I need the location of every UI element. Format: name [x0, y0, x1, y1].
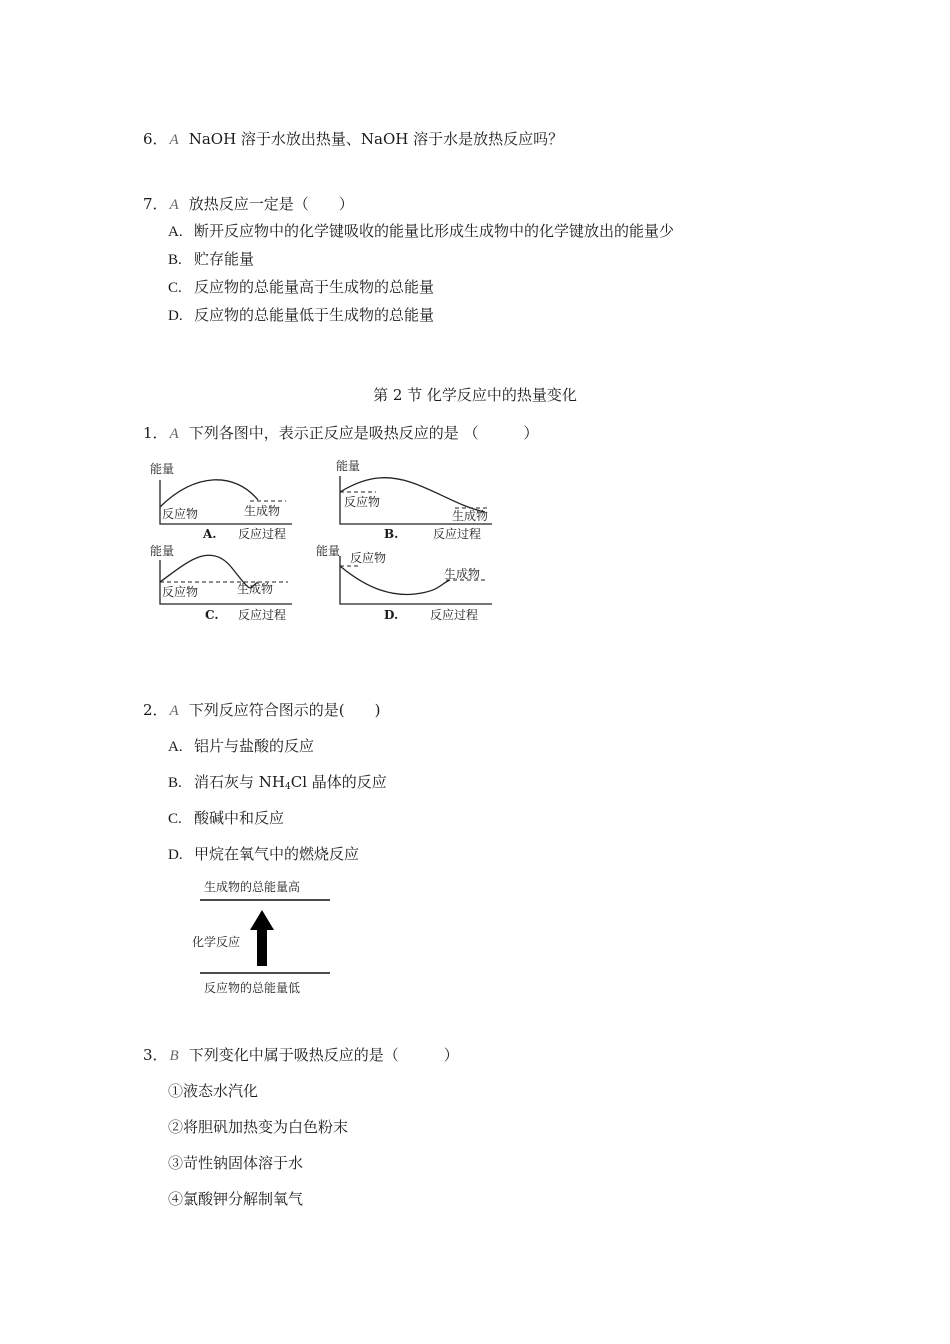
x-axis-label: 反应过程: [430, 608, 479, 622]
panel-label: C.: [205, 608, 219, 622]
option-b: [168, 771, 387, 792]
option-b: [168, 248, 254, 269]
option-key: D.: [168, 847, 183, 863]
x-axis-label: 反应过程: [433, 527, 482, 541]
option-c: [168, 807, 284, 828]
option-a: [168, 735, 314, 756]
difficulty-level: A: [169, 426, 179, 442]
energy-curve: [340, 566, 450, 595]
option-key: A.: [168, 224, 183, 240]
reactant-label: 反应物: [162, 585, 199, 599]
difficulty-level: A: [169, 703, 179, 719]
y-axis-label: 能量: [150, 544, 175, 558]
question-text: NaOH 溶于水放出热量、NaOH 溶于水是放热反应吗？: [188, 130, 564, 148]
product-label: 生成物: [452, 509, 489, 523]
x-axis-label: 反应过程: [238, 608, 287, 622]
energy-diagram-a: [150, 461, 292, 541]
product-label: 生成物: [244, 504, 281, 518]
option-text: 反应物的总能量低于生成物的总能量: [194, 306, 435, 324]
y-axis-label: 能量: [336, 459, 361, 473]
option-d: [168, 304, 434, 325]
question-number: 3．: [143, 1046, 168, 1064]
panel-label: D.: [384, 608, 399, 622]
panel-label: B.: [384, 527, 399, 541]
option-text: 断开反应物中的化学键吸收的能量比形成生成物中的化学键放出的能量少: [194, 222, 675, 240]
option-text: 反应物的总能量高于生成物的总能量: [194, 278, 435, 296]
reactant-label: 反应物: [344, 495, 381, 509]
question-text: 放热反应一定是（ ）: [188, 195, 354, 213]
list-item: ③苛性钠固体溶于水: [168, 1154, 304, 1172]
section-question-2: [143, 699, 380, 720]
question-number: 2．: [143, 701, 168, 719]
option-key: C.: [168, 280, 182, 296]
section-question-3: [143, 1044, 459, 1065]
section-title: 第 2 节 化学反应中的热量变化: [373, 386, 577, 404]
difficulty-level: B: [169, 1048, 179, 1064]
option-text: 消石灰与 NH: [194, 773, 285, 791]
question-text: 下列变化中属于吸热反应的是（ ）: [188, 1046, 459, 1064]
question-text: 下列各图中，表示正反应是吸热反应的是 （ ）: [188, 424, 539, 442]
energy-diagram-b: [336, 458, 492, 541]
option-a: [168, 220, 674, 241]
energy-diagram-d: [316, 543, 492, 622]
y-axis-label: 能量: [150, 462, 175, 476]
reactant-label: 反应物: [162, 507, 199, 521]
panel-label: A.: [203, 527, 217, 541]
y-axis-label: 能量: [316, 544, 341, 558]
product-label: 生成物: [444, 567, 481, 581]
x-axis-label: 反应过程: [238, 527, 287, 541]
option-text: 酸碱中和反应: [194, 809, 285, 827]
question-number: 7．: [143, 195, 168, 213]
option-text: 铝片与盐酸的反应: [194, 737, 315, 755]
side-label: 化学反应: [192, 935, 241, 949]
energy-curve: [160, 480, 258, 507]
option-text: 甲烷在氧气中的燃烧反应: [194, 845, 360, 863]
option-c: [168, 276, 434, 297]
subscript: 4: [284, 782, 291, 792]
question-number: 6．: [143, 130, 168, 148]
question-number: 1．: [143, 424, 168, 442]
difficulty-level: A: [169, 197, 179, 213]
question-7: [143, 193, 354, 214]
section-question-1: [143, 422, 539, 443]
reactant-label: 反应物: [350, 551, 387, 565]
list-item: ②将胆矾加热变为白色粉末: [168, 1118, 349, 1136]
difficulty-level: A: [169, 132, 179, 148]
option-d: [168, 843, 359, 864]
option-key: B.: [168, 252, 182, 268]
energy-level-figure: [188, 874, 338, 1000]
list-item: ④氯酸钾分解制氧气: [168, 1190, 304, 1208]
option-key: A.: [168, 739, 183, 755]
product-label: 生成物: [237, 582, 274, 596]
question-text: 下列反应符合图示的是( ): [188, 701, 381, 719]
top-label: 生成物的总能量高: [204, 880, 301, 894]
question-6: [143, 128, 563, 149]
arrow-up-icon: [250, 910, 274, 966]
bottom-label: 反应物的总能量低: [204, 981, 301, 995]
option-text-rest: Cl 晶体的反应: [290, 773, 387, 791]
option-key: D.: [168, 308, 183, 324]
energy-diagrams-figure: [140, 452, 510, 632]
option-key: C.: [168, 811, 182, 827]
list-item: ①液态水汽化: [168, 1082, 259, 1100]
option-text: 贮存能量: [194, 250, 255, 268]
option-key: B.: [168, 775, 182, 791]
energy-diagram-c: [150, 543, 292, 622]
